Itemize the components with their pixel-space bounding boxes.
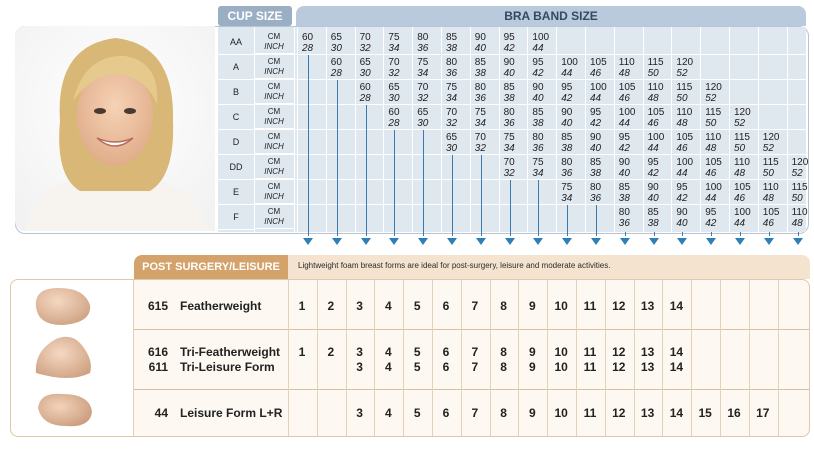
unit-label: CM INCH bbox=[254, 155, 294, 179]
band-size-cell: 70 32 bbox=[417, 82, 429, 104]
arrow-line bbox=[452, 155, 453, 236]
shell-foam-form-icon bbox=[34, 390, 96, 435]
arrow-line bbox=[596, 205, 597, 236]
down-arrow-icon bbox=[389, 238, 399, 245]
arrow-line bbox=[682, 232, 683, 236]
band-size-cell: 115 50 bbox=[762, 157, 779, 179]
down-arrow-icon bbox=[303, 238, 313, 245]
band-size-cell: 105 46 bbox=[590, 57, 607, 79]
form-size-number: 6 bbox=[442, 405, 450, 420]
arrow-line bbox=[510, 180, 511, 236]
form-size-number: 6 bbox=[442, 298, 450, 313]
band-size-cell: 115 50 bbox=[647, 57, 664, 79]
band-size-cell: 95 42 bbox=[618, 132, 630, 154]
cup-size-label: C bbox=[218, 105, 254, 130]
cup-size-label: A bbox=[218, 55, 254, 80]
arrow-line bbox=[308, 55, 309, 236]
form-size-number: 4 bbox=[385, 360, 392, 374]
band-size-cell: 85 38 bbox=[532, 107, 544, 129]
form-size-number: 14 bbox=[669, 360, 684, 374]
cup-size-label: E bbox=[218, 180, 254, 205]
down-arrow-icon bbox=[677, 238, 687, 245]
form-size-number: 4 bbox=[385, 298, 392, 313]
band-size-cell: 65 30 bbox=[330, 32, 342, 54]
form-size-number: 1 bbox=[298, 298, 306, 313]
form-size-number: 14 bbox=[669, 405, 684, 420]
band-size-cell: 95 42 bbox=[503, 32, 515, 54]
band-size-cell: 100 44 bbox=[532, 32, 550, 54]
arrow-line bbox=[423, 130, 424, 236]
form-size-number: 8 bbox=[500, 405, 507, 420]
band-size-cell: 105 46 bbox=[647, 107, 665, 129]
band-size-cell: 80 36 bbox=[618, 207, 630, 229]
arrow-line bbox=[769, 232, 770, 236]
arrow-line bbox=[394, 130, 395, 236]
band-size-cell: 110 48 bbox=[705, 132, 722, 154]
cup-size-label: D bbox=[218, 130, 254, 155]
band-size-cell: 75 34 bbox=[561, 182, 573, 204]
form-size-number: 10 bbox=[554, 360, 568, 374]
form-size-number: 4 bbox=[385, 405, 392, 420]
band-size-cell: 60 28 bbox=[359, 82, 371, 104]
cup-size-label: B bbox=[218, 80, 254, 105]
form-size-number: 11 bbox=[583, 405, 597, 420]
band-size-cell: 120 52 bbox=[705, 82, 722, 104]
form-size-number: 11 bbox=[583, 298, 597, 313]
band-size-cell: 75 34 bbox=[532, 157, 544, 179]
form-size-number: 13 bbox=[640, 405, 655, 420]
form-size-number: 5 bbox=[413, 345, 421, 359]
unit-label: CM INCH bbox=[254, 205, 294, 229]
band-size-cell: 75 34 bbox=[417, 57, 429, 79]
band-size-cell: 80 36 bbox=[590, 182, 602, 204]
unit-label: CM INCH bbox=[254, 80, 294, 104]
woman-portrait-image bbox=[15, 26, 215, 231]
form-size-number: 15 bbox=[698, 405, 712, 420]
band-size-cell: 85 38 bbox=[647, 207, 659, 229]
band-size-cell: 105 46 bbox=[762, 207, 780, 229]
form-size-number: 5 bbox=[413, 298, 421, 313]
form-size-number: 2 bbox=[327, 345, 335, 359]
form-size-number: 6 bbox=[442, 360, 450, 374]
band-size-cell: 105 46 bbox=[618, 82, 636, 104]
band-size-cell: 95 42 bbox=[647, 157, 659, 179]
down-arrow-icon bbox=[706, 238, 716, 245]
band-size-cell: 110 48 bbox=[791, 207, 808, 229]
band-size-cell: 90 40 bbox=[647, 182, 659, 204]
down-arrow-icon bbox=[418, 238, 428, 245]
band-size-cell: 80 36 bbox=[474, 82, 486, 104]
band-size-cell: 60 28 bbox=[388, 107, 400, 129]
unit-label: CM INCH bbox=[254, 105, 294, 129]
band-size-cell: 120 52 bbox=[734, 107, 751, 129]
band-size-cell: 90 40 bbox=[532, 82, 544, 104]
band-size-cell: 85 38 bbox=[590, 157, 602, 179]
down-arrow-icon bbox=[361, 238, 371, 245]
band-size-cell: 85 38 bbox=[618, 182, 630, 204]
form-size-number: 9 bbox=[529, 345, 536, 359]
form-size-number: 8 bbox=[500, 360, 507, 374]
cup-size-label: F bbox=[218, 205, 254, 230]
band-size-cell: 65 30 bbox=[446, 132, 458, 154]
form-size-number: 7 bbox=[471, 298, 479, 313]
band-size-cell: 110 48 bbox=[734, 157, 750, 179]
arrow-line bbox=[481, 155, 482, 236]
down-arrow-icon bbox=[332, 238, 342, 245]
product-code: 615 bbox=[147, 298, 168, 313]
band-size-cell: 110 48 bbox=[618, 57, 635, 79]
unit-label: CM INCH bbox=[254, 130, 294, 154]
grid-hline bbox=[218, 104, 806, 105]
arrow-line bbox=[538, 180, 539, 236]
band-size-cell: 60 28 bbox=[330, 57, 342, 79]
band-size-cell: 80 36 bbox=[503, 107, 515, 129]
unit-label: CM INCH bbox=[254, 55, 294, 79]
band-size-cell: 105 46 bbox=[705, 157, 722, 179]
product-name: Featherweight bbox=[180, 298, 262, 313]
band-size-cell: 115 50 bbox=[791, 182, 808, 204]
band-size-cell: 95 42 bbox=[705, 207, 717, 229]
band-size-cell: 115 50 bbox=[705, 107, 722, 129]
grid-hline bbox=[218, 79, 806, 80]
teardrop-foam-form-icon bbox=[32, 285, 94, 332]
band-size-cell: 100 44 bbox=[590, 82, 607, 104]
band-size-cell: 105 46 bbox=[676, 132, 694, 154]
form-size-number: 3 bbox=[356, 298, 363, 313]
band-size-cell: 120 52 bbox=[762, 132, 780, 154]
arrow-line bbox=[337, 80, 338, 236]
band-size-cell: 100 44 bbox=[705, 182, 722, 204]
form-size-number: 7 bbox=[471, 345, 479, 359]
band-size-cell: 115 50 bbox=[734, 132, 750, 154]
arrow-line bbox=[740, 232, 741, 236]
form-size-number: 3 bbox=[356, 405, 363, 420]
cup-size-label: DD bbox=[218, 155, 254, 180]
grid-hline bbox=[218, 54, 806, 55]
arrow-line bbox=[567, 205, 568, 236]
band-size-cell: 75 34 bbox=[474, 107, 486, 129]
form-size-number: 12 bbox=[612, 345, 626, 359]
form-size-number: 3 bbox=[356, 360, 363, 374]
form-size-number: 11 bbox=[583, 345, 597, 359]
form-size-number: 17 bbox=[756, 405, 770, 420]
band-size-cell: 100 44 bbox=[647, 132, 665, 154]
band-size-cell: 90 40 bbox=[676, 207, 688, 229]
form-size-number: 7 bbox=[471, 405, 479, 420]
down-arrow-icon bbox=[735, 238, 745, 245]
down-arrow-icon bbox=[793, 238, 803, 245]
down-arrow-icon bbox=[764, 238, 774, 245]
band-size-cell: 70 32 bbox=[388, 57, 400, 79]
band-size-cell: 75 34 bbox=[446, 82, 458, 104]
band-size-cell: 95 42 bbox=[590, 107, 602, 129]
band-size-cell: 65 30 bbox=[359, 57, 371, 79]
band-size-cell: 100 44 bbox=[561, 57, 578, 79]
product-divider bbox=[133, 329, 809, 330]
band-size-cell: 90 40 bbox=[474, 32, 486, 54]
band-size-cell: 95 42 bbox=[561, 82, 573, 104]
band-size-cell: 85 38 bbox=[446, 32, 458, 54]
band-size-cell: 120 52 bbox=[676, 57, 694, 79]
band-size-cell: 110 48 bbox=[762, 182, 779, 204]
product-code: 611 bbox=[148, 360, 168, 374]
cup-size-header: CUP SIZE bbox=[218, 6, 292, 26]
band-size-cell: 115 50 bbox=[676, 82, 693, 104]
band-size-cell: 80 36 bbox=[561, 157, 573, 179]
band-size-cell: 85 38 bbox=[474, 57, 486, 79]
band-size-cell: 65 30 bbox=[388, 82, 400, 104]
band-size-cell: 110 48 bbox=[647, 82, 664, 104]
grid-hline bbox=[218, 154, 806, 155]
form-size-number: 10 bbox=[554, 298, 568, 313]
band-size-cell: 90 40 bbox=[503, 57, 515, 79]
form-size-number: 12 bbox=[612, 405, 626, 420]
down-arrow-icon bbox=[447, 238, 457, 245]
band-size-cell: 90 40 bbox=[561, 107, 573, 129]
down-arrow-icon bbox=[533, 238, 543, 245]
down-arrow-icon bbox=[505, 238, 515, 245]
form-size-number: 6 bbox=[442, 345, 450, 359]
product-name: Tri-Leisure Form bbox=[180, 360, 275, 374]
band-size-cell: 85 38 bbox=[503, 82, 515, 104]
unit-label: CM INCH bbox=[254, 30, 294, 54]
form-size-number: 7 bbox=[471, 360, 479, 374]
form-size-number: 4 bbox=[385, 345, 392, 359]
form-size-number: 12 bbox=[612, 298, 626, 313]
band-size-cell: 95 42 bbox=[676, 182, 688, 204]
product-divider bbox=[133, 280, 134, 436]
unit-label: CM INCH bbox=[254, 180, 294, 204]
down-arrow-icon bbox=[620, 238, 630, 245]
product-code: 616 bbox=[147, 345, 168, 359]
form-size-number: 12 bbox=[612, 360, 626, 374]
band-size-cell: 105 46 bbox=[734, 182, 751, 204]
arrow-line bbox=[711, 232, 712, 236]
form-size-number: 1 bbox=[298, 345, 306, 359]
down-arrow-icon bbox=[476, 238, 486, 245]
form-size-number: 14 bbox=[669, 298, 684, 313]
product-name: Tri-Featherweight bbox=[180, 345, 281, 359]
band-size-cell: 80 36 bbox=[446, 57, 458, 79]
band-size-cell: 70 32 bbox=[359, 32, 371, 54]
arrow-line bbox=[366, 105, 367, 236]
form-size-number: 13 bbox=[640, 298, 655, 313]
form-size-number: 8 bbox=[500, 298, 507, 313]
cup-size-label: AA bbox=[218, 30, 254, 55]
form-size-number: 13 bbox=[640, 345, 655, 359]
form-size-number: 2 bbox=[327, 298, 335, 313]
band-size-cell: 70 32 bbox=[446, 107, 458, 129]
band-size-cell: 75 34 bbox=[388, 32, 400, 54]
post-surgery-description: Lightweight foam breast forms are ideal for post-surgery, leisure and moderate activities. bbox=[288, 255, 810, 279]
band-size-cell: 95 42 bbox=[532, 57, 544, 79]
arrow-line bbox=[798, 232, 799, 236]
band-size-cell: 85 38 bbox=[561, 132, 573, 154]
band-size-cell: 80 36 bbox=[417, 32, 429, 54]
band-size-cell: 100 44 bbox=[734, 207, 751, 229]
product-divider bbox=[778, 280, 779, 436]
band-size-cell: 60 28 bbox=[302, 32, 314, 54]
band-size-cell: 110 48 bbox=[676, 107, 693, 129]
form-size-number: 13 bbox=[640, 360, 655, 374]
down-arrow-icon bbox=[562, 238, 572, 245]
form-size-number: 5 bbox=[413, 405, 421, 420]
product-code: 44 bbox=[154, 405, 168, 420]
band-size-cell: 70 32 bbox=[474, 132, 486, 154]
form-size-number: 16 bbox=[727, 405, 741, 420]
form-size-number: 9 bbox=[529, 405, 536, 420]
grid-hline bbox=[218, 129, 806, 130]
form-size-number: 10 bbox=[554, 405, 568, 420]
band-size-cell: 80 36 bbox=[532, 132, 544, 154]
arrow-line bbox=[625, 232, 626, 236]
down-arrow-icon bbox=[591, 238, 601, 245]
form-size-number: 10 bbox=[554, 345, 568, 359]
form-size-number: 5 bbox=[413, 360, 421, 374]
band-size-cell: 90 40 bbox=[618, 157, 630, 179]
band-size-cell: 65 30 bbox=[417, 107, 429, 129]
post-surgery-tab: POST SURGERY/LEISURE bbox=[134, 255, 288, 279]
band-size-cell: 120 52 bbox=[791, 157, 809, 179]
band-size-cell: 100 44 bbox=[618, 107, 636, 129]
form-size-number: 8 bbox=[500, 345, 507, 359]
form-size-number: 9 bbox=[529, 360, 536, 374]
product-divider bbox=[133, 389, 809, 390]
form-size-number: 11 bbox=[583, 360, 597, 374]
product-name: Leisure Form L+R bbox=[180, 405, 283, 420]
grid-hline bbox=[218, 204, 806, 205]
down-arrow-icon bbox=[649, 238, 659, 245]
band-size-cell: 75 34 bbox=[503, 132, 515, 154]
triangle-foam-form-icon bbox=[30, 333, 96, 388]
bra-band-size-header: BRA BAND SIZE bbox=[296, 6, 806, 26]
arrow-line bbox=[654, 232, 655, 236]
band-size-cell: 70 32 bbox=[503, 157, 515, 179]
band-size-cell: 100 44 bbox=[676, 157, 694, 179]
form-size-number: 9 bbox=[529, 298, 536, 313]
band-size-cell: 90 40 bbox=[590, 132, 602, 154]
form-size-number: 14 bbox=[669, 345, 684, 359]
form-size-number: 3 bbox=[356, 345, 363, 359]
grid-hline bbox=[218, 179, 806, 180]
